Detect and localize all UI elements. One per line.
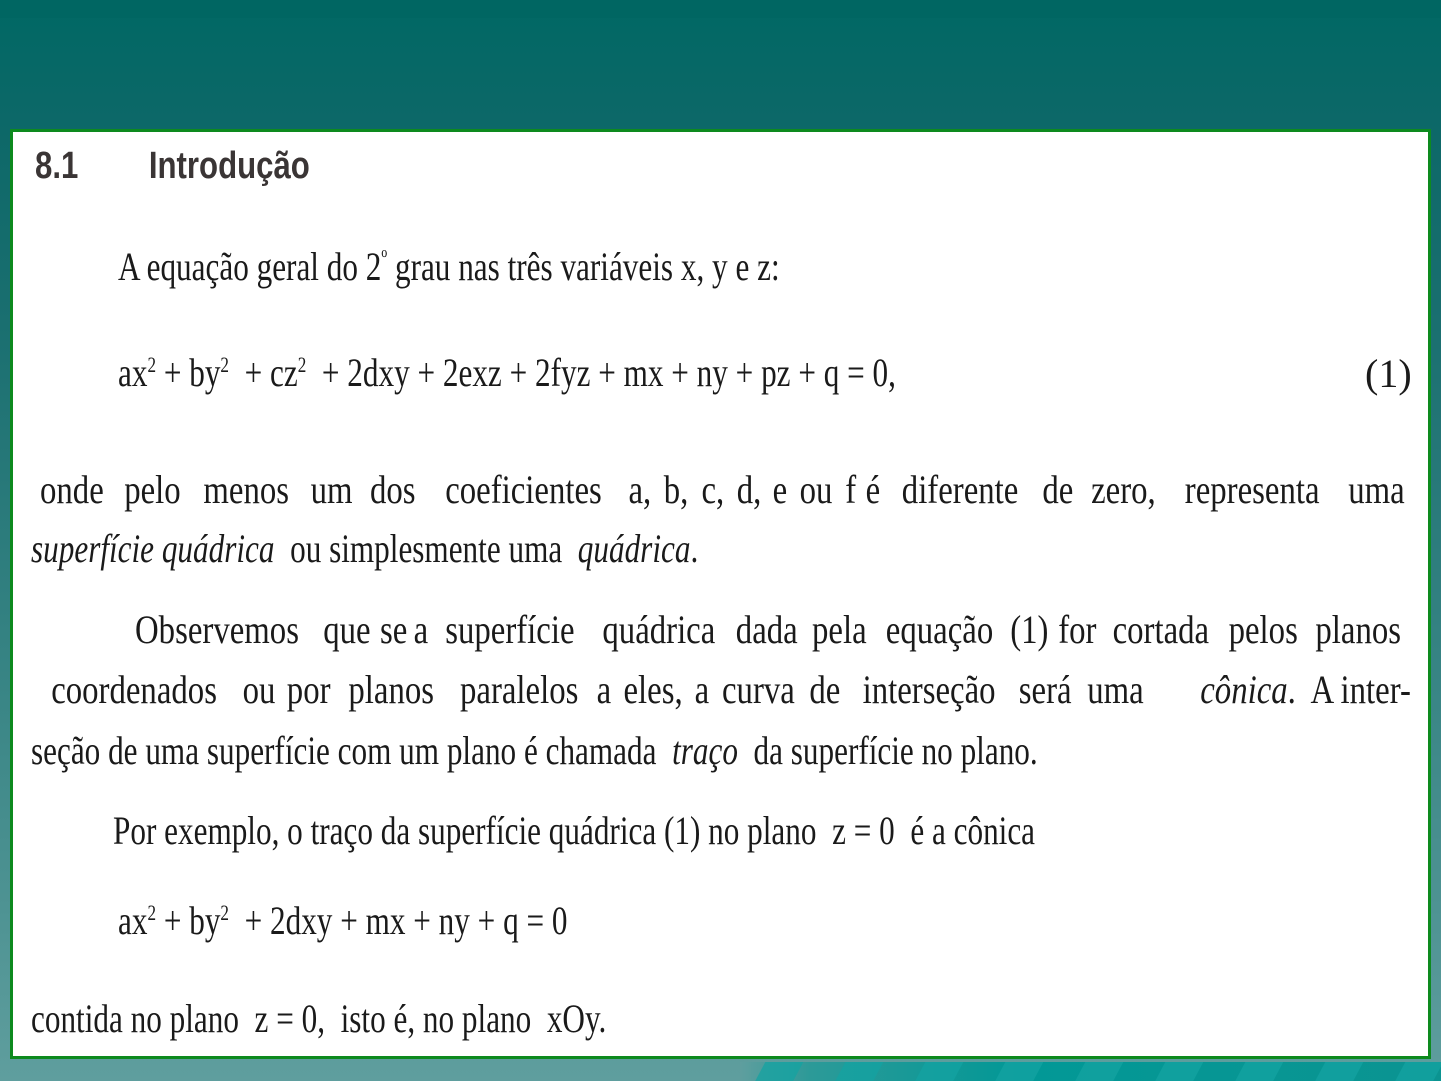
paragraph-4: Por exemplo, o traço da superfície quádrica (1) no plano z = 0 é a cônica (113, 808, 1036, 853)
word: f (844, 467, 856, 512)
term-conica: cônica (1200, 667, 1288, 712)
eq-exponent: 2 (147, 900, 157, 925)
word: a (694, 667, 709, 712)
word: e (772, 467, 788, 512)
p2-text: ou simplesmente uma (274, 526, 578, 571)
word: b, (663, 467, 689, 512)
word: coordenados (51, 667, 217, 712)
section-number: 8.1 (35, 145, 79, 187)
word: (1) (1010, 607, 1049, 652)
p3-text: seção de uma superfície com um plano é chamada (31, 728, 673, 773)
word: se (380, 607, 408, 652)
eq-exponent: 2 (220, 900, 230, 925)
ordinal-indicator: º (381, 246, 388, 272)
equation-2 (118, 898, 567, 944)
eq-term: + cz (229, 350, 298, 395)
intro-text-after: grau nas três variáveis x, y e z: (387, 244, 780, 289)
paragraph-2-line-1 (33, 467, 1411, 513)
word: uma (1348, 467, 1405, 512)
eq-term: + by (156, 350, 221, 395)
word: planos (348, 667, 435, 712)
p3-text: da superfície no plano. (737, 728, 1038, 773)
word: ou (799, 467, 833, 512)
word: é (865, 467, 881, 512)
word: por (287, 667, 331, 712)
equation-1 (118, 350, 896, 396)
term-traco: traço (672, 728, 738, 773)
intro-text-before: A equação geral do 2 (118, 244, 382, 289)
p3-text: . A inter- (1287, 667, 1411, 712)
paragraph-3-line-1 (117, 607, 1411, 653)
word: um (310, 467, 353, 512)
paragraph-2-line-2 (31, 526, 698, 572)
eq-term: ax (118, 350, 148, 395)
word: quádrica (602, 607, 716, 652)
eq-term: ax (118, 898, 148, 943)
paragraph-3-line-2 (33, 667, 1411, 713)
eq-term: + 2dxy + 2exz + 2fyz + mx + ny + pz + q = 0, (306, 350, 896, 395)
slide-top-band (0, 0, 1441, 18)
word: de (1042, 467, 1074, 512)
word: d, (736, 467, 761, 512)
word: zero, (1091, 467, 1156, 512)
word: curva (721, 667, 795, 712)
term-conica (1200, 667, 1411, 713)
word: que (323, 607, 371, 652)
word: onde (39, 467, 104, 512)
eq-exponent: 2 (147, 352, 157, 377)
word: representa (1185, 467, 1320, 512)
word: a (596, 667, 612, 712)
word: cortada (1112, 607, 1209, 652)
eq-term: + by (156, 898, 221, 943)
eq-exponent: 2 (297, 352, 307, 377)
section-heading (35, 143, 310, 189)
word: pelos (1228, 607, 1298, 652)
word: dos (369, 467, 416, 512)
word: eles, (623, 667, 683, 712)
equation-number: (1) (1365, 351, 1412, 396)
word: ou (242, 667, 276, 712)
word: uma (1087, 667, 1145, 712)
word: c, (701, 467, 724, 512)
word: dada (735, 607, 798, 652)
word: será (1019, 667, 1073, 712)
word: de (809, 667, 841, 712)
word: equação (885, 607, 993, 652)
word: pela (811, 607, 867, 652)
word: a (413, 607, 429, 652)
word: for (1058, 607, 1097, 652)
word: pelo (124, 467, 181, 512)
word: Observemos (134, 607, 299, 652)
word: superfície (445, 607, 575, 652)
section-title: Introdução (148, 145, 310, 187)
word: menos (203, 467, 290, 512)
word: a, (628, 467, 652, 512)
word: coeficientes (444, 467, 602, 512)
word: paralelos (460, 667, 579, 712)
p2-end: . (690, 526, 699, 571)
term-superficie-quadrica: superfície quádrica (31, 526, 275, 571)
eq-term: + 2dxy + mx + ny + q = 0 (229, 898, 568, 943)
word: planos (1315, 607, 1402, 652)
term-quadrica: quádrica (577, 526, 691, 571)
word: interseção (862, 667, 996, 712)
paragraph-3-line-3 (31, 728, 1038, 774)
decorative-stripes (740, 1062, 1441, 1081)
closing-line: contida no plano z = 0, isto é, no plano xOy. (31, 996, 607, 1041)
word: diferente (902, 467, 1019, 512)
eq-exponent: 2 (220, 352, 230, 377)
document-page (10, 129, 1431, 1059)
intro-line (118, 244, 780, 290)
